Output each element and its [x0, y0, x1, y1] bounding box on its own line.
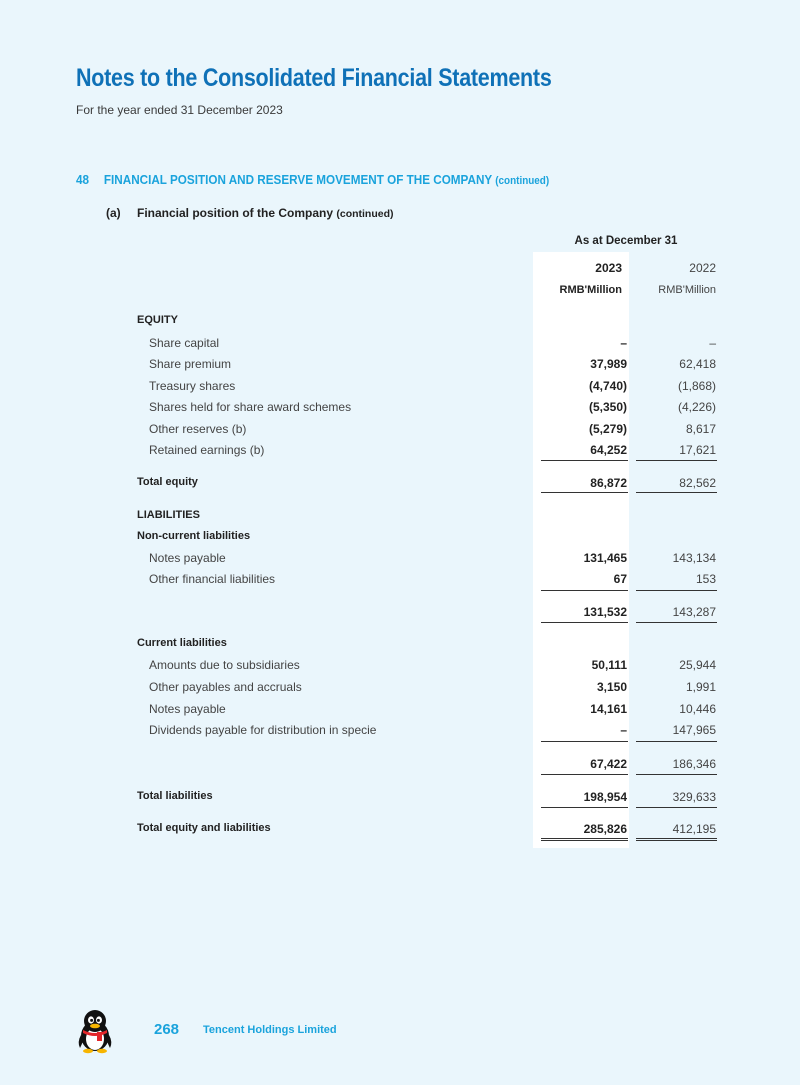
value-2022: 17,621 [679, 443, 716, 457]
row-label: Total equity and liabilities [137, 822, 271, 834]
value-2023: – [620, 723, 627, 737]
subsection-heading [106, 206, 394, 220]
value-2022: 1,991 [685, 680, 716, 694]
value-2023: 285,826 [583, 822, 627, 836]
period-header: As at December 31 [574, 235, 678, 247]
row-label: Notes payable [149, 551, 226, 565]
section-heading [76, 172, 549, 187]
subtotal-rule [541, 590, 628, 591]
value-2022: 153 [695, 572, 716, 586]
value-2023: (5,350) [588, 400, 627, 414]
unit-header-2023: RMB'Million [559, 284, 622, 296]
value-2023: 67 [613, 572, 627, 586]
table-row [0, 757, 800, 775]
value-2022: 412,195 [672, 822, 716, 836]
value-2022: 329,633 [672, 790, 716, 804]
subtotal-rule [636, 590, 717, 591]
row-label: Notes payable [149, 702, 226, 716]
subtotal-rule [541, 774, 628, 775]
value-2023: 67,422 [590, 757, 627, 771]
subtotal-rule [636, 460, 717, 461]
year-header-2023: 2023 [595, 261, 622, 275]
value-2022: – [709, 336, 716, 350]
page-number: 268 [154, 1021, 180, 1038]
subtotal-rule [636, 774, 717, 775]
unit-header-2022: RMB'Million [658, 284, 716, 296]
row-label: Dividends payable for distribution in specie [149, 723, 377, 737]
table-row [0, 723, 800, 741]
company-name: Tencent Holdings Limited [203, 1024, 337, 1036]
row-label: LIABILITIES [137, 509, 200, 521]
table-row [0, 379, 800, 397]
table-row [0, 422, 800, 440]
value-2023: 3,150 [596, 680, 627, 694]
row-label: Non-current liabilities [137, 530, 251, 542]
total-rule [636, 807, 717, 808]
page-title: Notes to the Consolidated Financial Statements [76, 64, 552, 92]
row-label: Share premium [149, 357, 232, 371]
row-label: Amounts due to subsidiaries [149, 658, 300, 672]
subtotal-rule [636, 741, 717, 742]
penguin-mascot-icon [76, 1008, 114, 1054]
subtotal-rule [636, 622, 717, 623]
table-row [0, 336, 800, 354]
subtotal-rule [541, 741, 628, 742]
value-2023: – [620, 336, 627, 350]
row-label: Total liabilities [137, 790, 213, 802]
subtotal-rule [541, 460, 628, 461]
table-row [0, 658, 800, 676]
total-rule [541, 807, 628, 808]
table-row [0, 551, 800, 569]
value-2023: 86,872 [590, 476, 627, 490]
value-2022: 186,346 [672, 757, 716, 771]
row-label: Current liabilities [137, 637, 227, 649]
value-2022: 62,418 [679, 357, 716, 371]
value-2023: (4,740) [588, 379, 627, 393]
row-label: Other reserves (b) [149, 422, 247, 436]
section-number: 48 [76, 172, 90, 187]
table-row [0, 790, 800, 808]
value-2022: 147,965 [672, 723, 716, 737]
table-row [0, 702, 800, 720]
row-label: Other payables and accruals [149, 680, 302, 694]
section-title: FINANCIAL POSITION AND RESERVE MOVEMENT OF THE COMPANY [103, 172, 492, 187]
row-label: Total equity [137, 476, 198, 488]
total-rule [541, 492, 628, 493]
page-subtitle: For the year ended 31 December 2023 [76, 103, 283, 117]
value-2023: 50,111 [591, 658, 627, 672]
table-row [0, 443, 800, 461]
value-2022: 25,944 [679, 658, 716, 672]
value-2023: (5,279) [588, 422, 627, 436]
grand-total-double-rule [541, 838, 628, 841]
row-label: Other financial liabilities [149, 572, 276, 586]
table-row [0, 314, 800, 332]
subsection-title: Financial position of the Company [137, 206, 334, 220]
row-label: Treasury shares [149, 379, 236, 393]
table-row [0, 637, 800, 655]
value-2022: (4,226) [677, 400, 716, 414]
total-rule [636, 492, 717, 493]
row-label: Retained earnings (b) [149, 443, 265, 457]
table-row [0, 357, 800, 375]
value-2023: 131,532 [583, 605, 627, 619]
value-2022: 143,287 [672, 605, 716, 619]
table-row [0, 572, 800, 590]
value-2022: 143,134 [672, 551, 716, 565]
subsection-letter: (a) [106, 206, 121, 220]
table-row [0, 605, 800, 623]
table-row [0, 509, 800, 527]
row-label: EQUITY [137, 314, 178, 326]
subsection-continued: (continued) [336, 208, 394, 220]
grand-total-double-rule [636, 838, 717, 841]
value-2022: 10,446 [679, 702, 716, 716]
value-2023: 131,465 [583, 551, 627, 565]
value-2022: (1,868) [677, 379, 716, 393]
value-2022: 8,617 [685, 422, 716, 436]
subtotal-rule [541, 622, 628, 623]
section-continued: (continued) [495, 175, 550, 187]
value-2023: 14,161 [590, 702, 627, 716]
value-2023: 64,252 [590, 443, 627, 457]
table-row [0, 680, 800, 698]
table-row [0, 530, 800, 548]
value-2023: 198,954 [583, 790, 627, 804]
table-row [0, 400, 800, 418]
year-header-2022: 2022 [689, 261, 716, 275]
value-2022: 82,562 [679, 476, 716, 490]
row-label: Share capital [149, 336, 220, 350]
value-2023: 37,989 [590, 357, 627, 371]
row-label: Shares held for share award schemes [149, 400, 352, 414]
